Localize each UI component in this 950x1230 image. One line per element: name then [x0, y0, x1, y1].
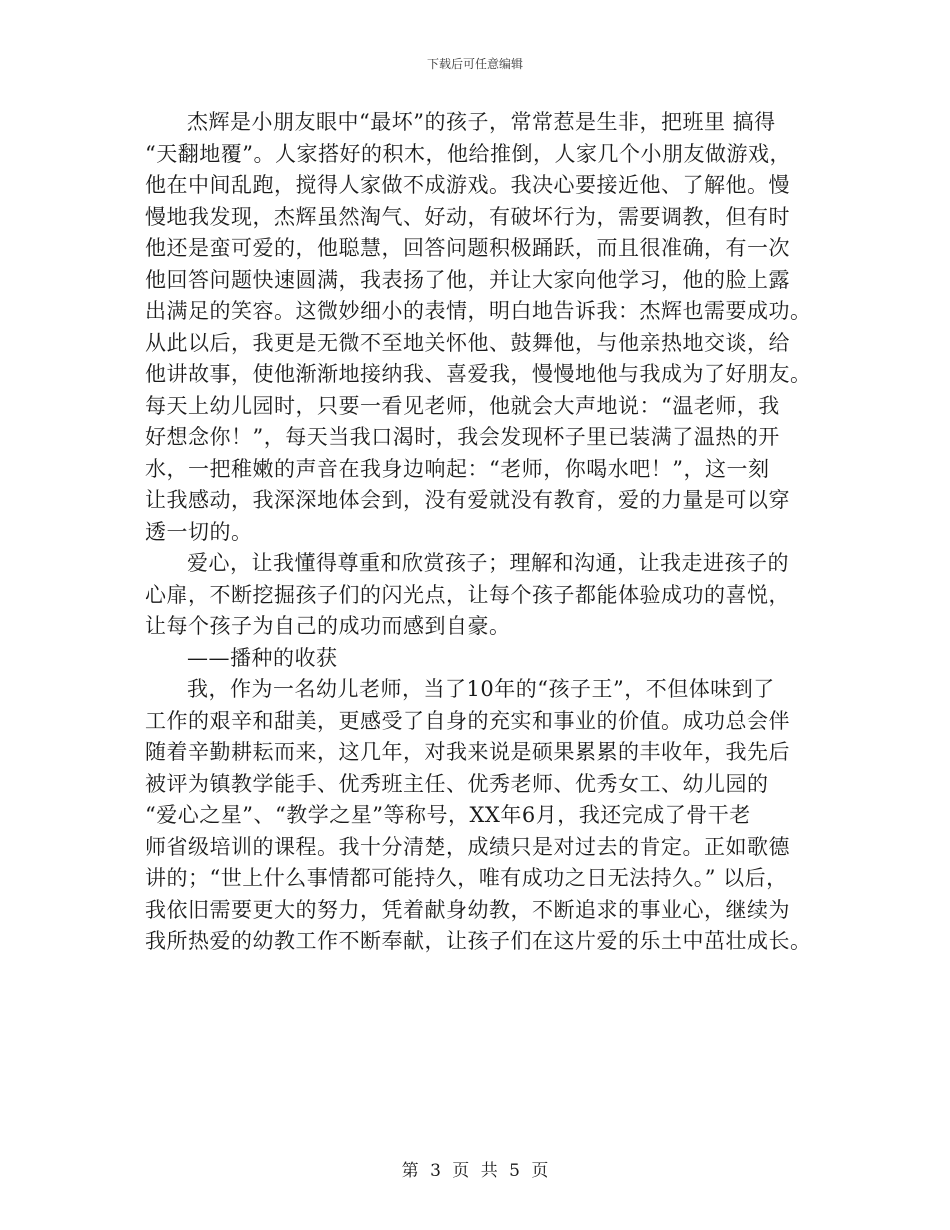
paragraph-line: 工作的艰辛和甜美，更感受了自身的充实和事业的价值。成功总会伴	[145, 708, 790, 733]
paragraph-line: 讲的；“世上什么事情都可能持久，唯有成功之日无法持久。” 以后，	[145, 866, 788, 890]
page-header: 下载后可任意编辑	[426, 57, 523, 71]
paragraph-line: 我，作为一名幼儿老师，当了10年的“孩子王”，不但体味到了	[187, 677, 775, 701]
paragraph-line: 每天上幼儿园时，只要一看见老师，他就会大声地说：“温老师，我	[145, 393, 780, 418]
paragraph-line: 从此以后，我更是无微不至地关怀他、鼓舞他，与他亲热地交谈，给	[145, 330, 790, 355]
paragraph-line: 好想念你！”，每天当我口渴时，我会发现杯子里已装满了温热的开	[145, 425, 780, 449]
paragraph-line: 我所热爱的幼教工作不断奉献，让孩子们在这片爱的乐土中茁壮成长。	[145, 929, 812, 953]
paragraph-line: 我依旧需要更大的努力，凭着献身幼教，不断追求的事业心，继续为	[145, 897, 790, 922]
paragraph-line: 慢地我发现，杰辉虽然淘气、好动，有破坏行为，需要调教，但有时	[145, 204, 790, 229]
paragraph-line: 师省级培训的课程。我十分清楚，成绩只是对过去的肯定。正如歌德	[145, 834, 790, 859]
paragraph-line: 他在中间乱跑，搅得人家做不成游戏。我决心要接近他、了解他。慢	[145, 173, 790, 197]
paragraph-line: “天翻地覆”。人家搭好的积木，他给推倒，人家几个小朋友做游戏，	[145, 141, 791, 166]
paragraph-line: 他回答问题快速圆满，我表扬了他，并让大家向他学习，他的脸上露	[145, 267, 790, 292]
page-number: 第 3 页 共 5 页	[401, 1161, 549, 1181]
paragraph-line: 让我感动，我深深地体会到，没有爱就没有教育，爱的力量是可以穿	[145, 488, 790, 512]
paragraph-line: 心扉，不断挖掘孩子们的闪光点，让每个孩子都能体验成功的喜悦，	[145, 582, 790, 607]
paragraph-line: 出满足的笑容。这微妙细小的表情，明白地告诉我：杰辉也需要成功。	[145, 299, 812, 323]
document-body	[145, 107, 812, 958]
paragraph-line: “爱心之星”、“教学之星”等称号，XX年6月，我还完成了骨干老	[145, 803, 751, 827]
paragraph-line: 杰辉是小朋友眼中“最坏”的孩子，常常惹是生非，把班里 搞得	[187, 110, 776, 134]
section-heading: ——播种的收获	[187, 645, 338, 670]
paragraph-line: 他讲故事，使他渐渐地接纳我、喜爱我，慢慢地他与我成为了好朋友。	[145, 362, 812, 386]
paragraph-line: 被评为镇教学能手、优秀班主任、优秀老师、优秀女工、幼儿园的	[145, 771, 769, 796]
paragraph-line: 随着辛勤耕耘而来，这几年，对我来说是硕果累累的丰收年，我先后	[145, 740, 790, 764]
paragraph-line: 让每个孩子为自己的成功而感到自豪。	[145, 614, 511, 638]
paragraph-line: 透一切的。	[145, 519, 253, 544]
paragraph-line: 水，一把稚嫩的声音在我身边响起：“老师，你喝水吧！”，这一刻	[145, 456, 770, 481]
paragraph-line: 他还是蛮可爱的，他聪慧，回答问题积极踊跃，而且很准确，有一次	[145, 236, 790, 260]
paragraph-line: 爱心，让我懂得尊重和欣赏孩子；理解和沟通，让我走进孩子的	[187, 551, 789, 575]
